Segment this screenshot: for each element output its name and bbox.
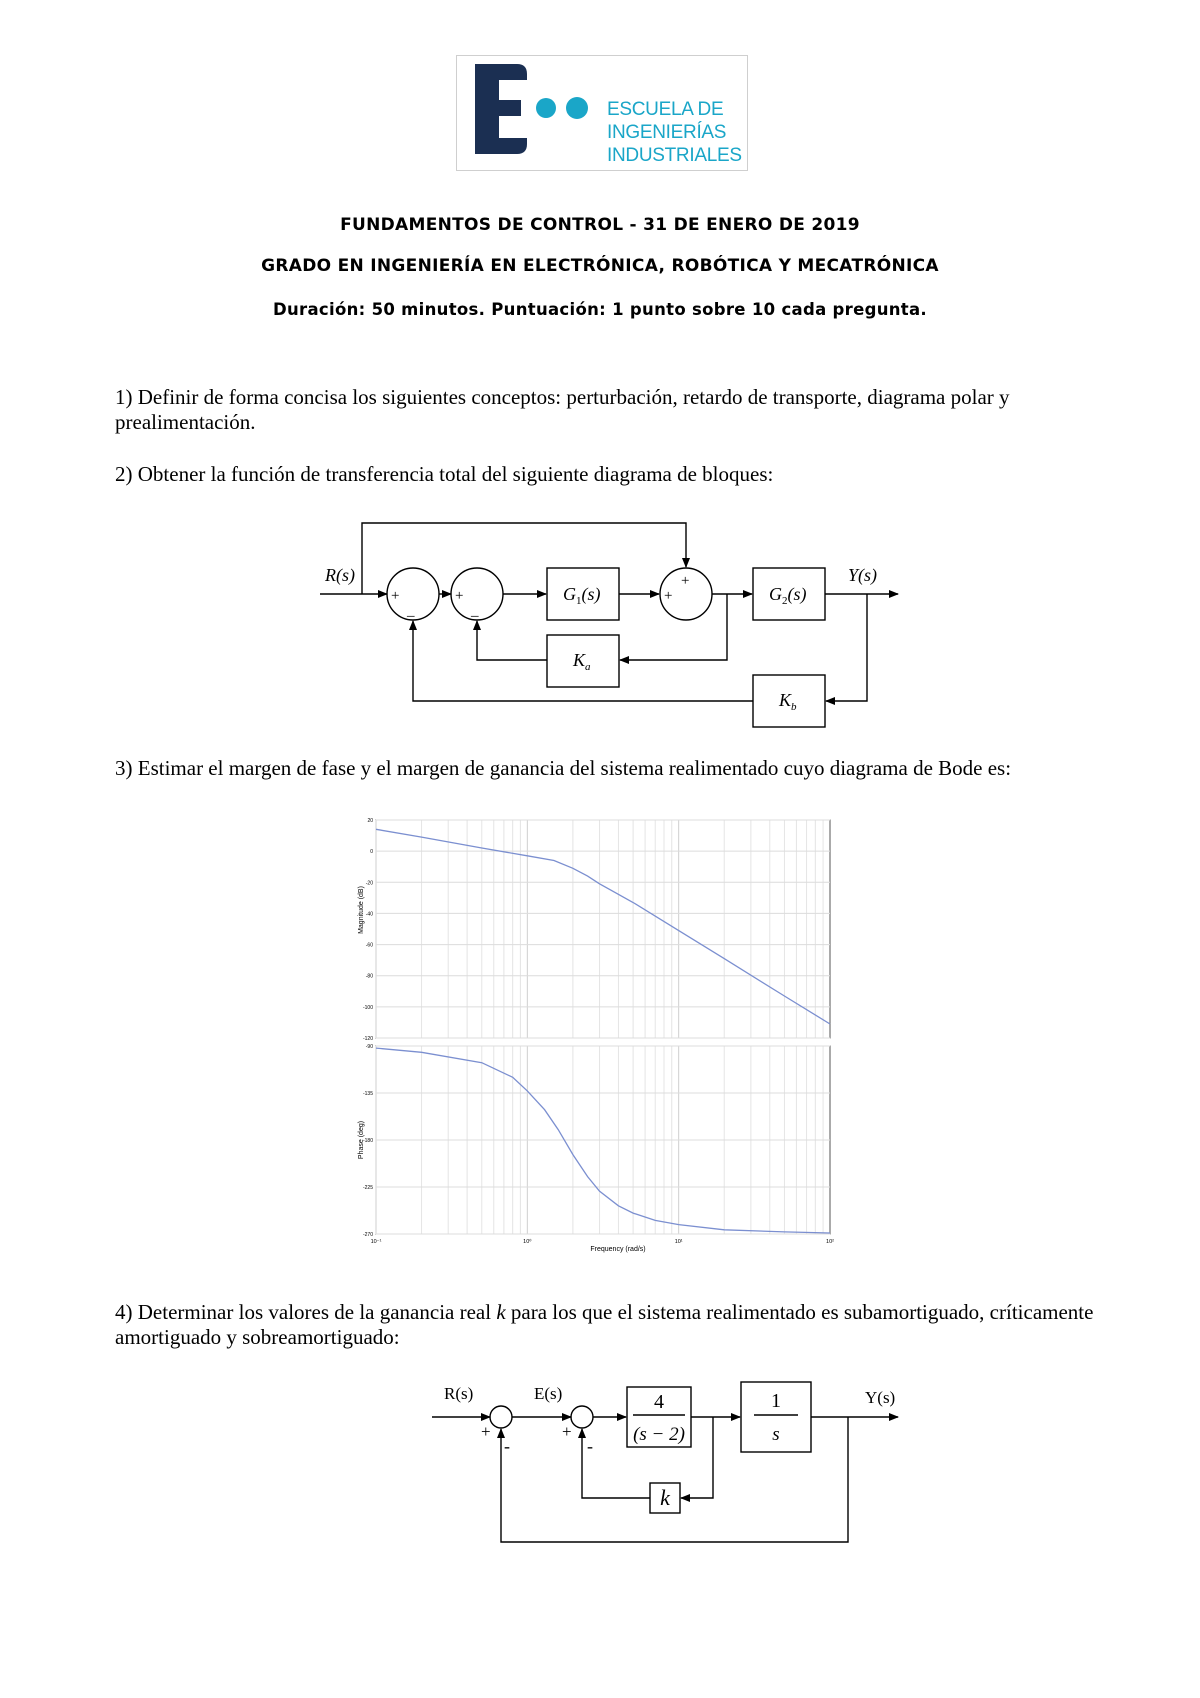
magnitude-ytick-label: -20 [365,880,373,887]
d2-integrator-numerator: 1 [771,1390,781,1412]
logo-text [607,98,742,167]
d2-summing-junction-1 [490,1406,512,1428]
logo-dot-1 [536,98,556,118]
d1-input-label: R(s) [325,565,355,585]
phase-ytick-label: -180 [362,1138,373,1144]
question-4-text-a: 4) Determinar los valores de la ganancia real [115,1300,497,1324]
bode-diagram [350,810,860,1260]
logo-letter-e [475,64,527,154]
magnitude-panel [363,818,830,1042]
frequency-xlabel: Frequency (rad/s) [590,1246,646,1253]
question-2: 2) Obtener la función de transferencia total del siguiente diagrama de bloques: [115,462,774,486]
logo-dot-2 [566,97,588,119]
logo-line-1: ESCUELA DE [607,99,724,120]
d2-s2-plus: + [562,1422,572,1441]
d1-kb-label: $K_b$ [779,690,797,713]
d1-g1-label: $G_1(s)$ [563,584,601,607]
question-4-text-b: para los que el sistema realimentado es subamortiguado, críticamente amortiguado y sobreamortiguado: [115,1300,1094,1349]
frequency-xtick-label: 10² [826,1239,834,1245]
s3-plus-top: + [681,573,690,589]
question-4 [115,1300,1095,1350]
block-diagram-1 [300,508,920,738]
magnitude-ytick-label: -40 [365,911,373,918]
magnitude-ytick-label: -100 [362,1004,373,1011]
exam-title: FUNDAMENTOS DE CONTROL - 31 DE ENERO DE 2019 [340,215,860,235]
question-4-var-k: k [496,1300,506,1324]
feedback-to-ka [620,594,727,660]
question-1: 1) Definir de forma concisa los siguientes conceptos: perturbación, retardo de transporte, diagrama polar y prealimentación. [115,385,1010,434]
d2-feedback-to-k [681,1417,713,1498]
feedforward-path [362,523,686,594]
magnitude-ytick-label: -120 [362,1036,373,1042]
magnitude-ytick-label: -60 [365,942,373,949]
feedback-to-kb [826,594,867,701]
magnitude-ytick-label: 0 [370,849,373,856]
d2-plant-denominator: (s − 2) [633,1424,685,1445]
d2-input-label: R(s) [444,1384,474,1403]
s2-minus: _ [471,603,479,619]
d2-integrator-denominator: s [772,1424,780,1445]
d2-s1-plus: + [481,1422,491,1441]
magnitude-ylabel: Magnitude (dB) [358,886,365,934]
logo-line-2: INGENIERÍAS [607,122,727,143]
frequency-xtick-label: 10⁰ [523,1239,532,1245]
d2-summing-junction-2 [571,1406,593,1428]
frequency-xtick-label: 10⁻¹ [370,1239,382,1245]
s1-plus: + [391,588,400,604]
s3-plus-left: + [664,588,673,604]
feedback-ka-to-s2 [477,621,547,660]
magnitude-ytick-label: 20 [367,818,373,824]
s2-plus: + [455,588,464,604]
d1-g2-label: $G_2(s)$ [769,584,807,607]
d2-error-label: E(s) [534,1384,563,1403]
d1-ka-label: $K_a$ [573,650,591,673]
d2-s2-minus: - [587,1436,593,1456]
phase-ytick-label: -135 [362,1091,373,1097]
phase-ytick-label: -270 [362,1232,373,1238]
frequency-xtick-label: 10¹ [674,1239,683,1245]
phase-panel [363,1044,834,1245]
phase-ylabel: Phase (deg) [358,1120,365,1160]
s1-minus: _ [407,603,415,619]
question-3: 3) Estimar el margen de fase y el margen de ganancia del sistema realimentado cuyo diagrama de Bode es: [115,756,1012,780]
d2-output-label: Y(s) [865,1388,896,1407]
d2-plant-numerator: 4 [654,1391,664,1413]
logo-line-3: INDUSTRIALES [607,145,742,166]
duration-line: Duración: 50 minutos. Puntuación: 1 punto sobre 10 cada pregunta. [273,300,927,319]
d2-s1-minus: - [504,1436,510,1456]
phase-ytick-label: -225 [362,1185,373,1191]
d2-k-label: k [660,1485,670,1510]
magnitude-frame [376,820,830,1038]
block-diagram-2 [420,1370,920,1560]
magnitude-ytick-label: -80 [365,973,373,980]
phase-ytick-label: -90 [365,1044,373,1050]
d1-output-label: Y(s) [848,565,878,585]
degree-title: GRADO EN INGENIERÍA EN ELECTRÓNICA, ROBÓTICA Y MECATRÓNICA [261,256,939,276]
school-logo [456,55,748,171]
